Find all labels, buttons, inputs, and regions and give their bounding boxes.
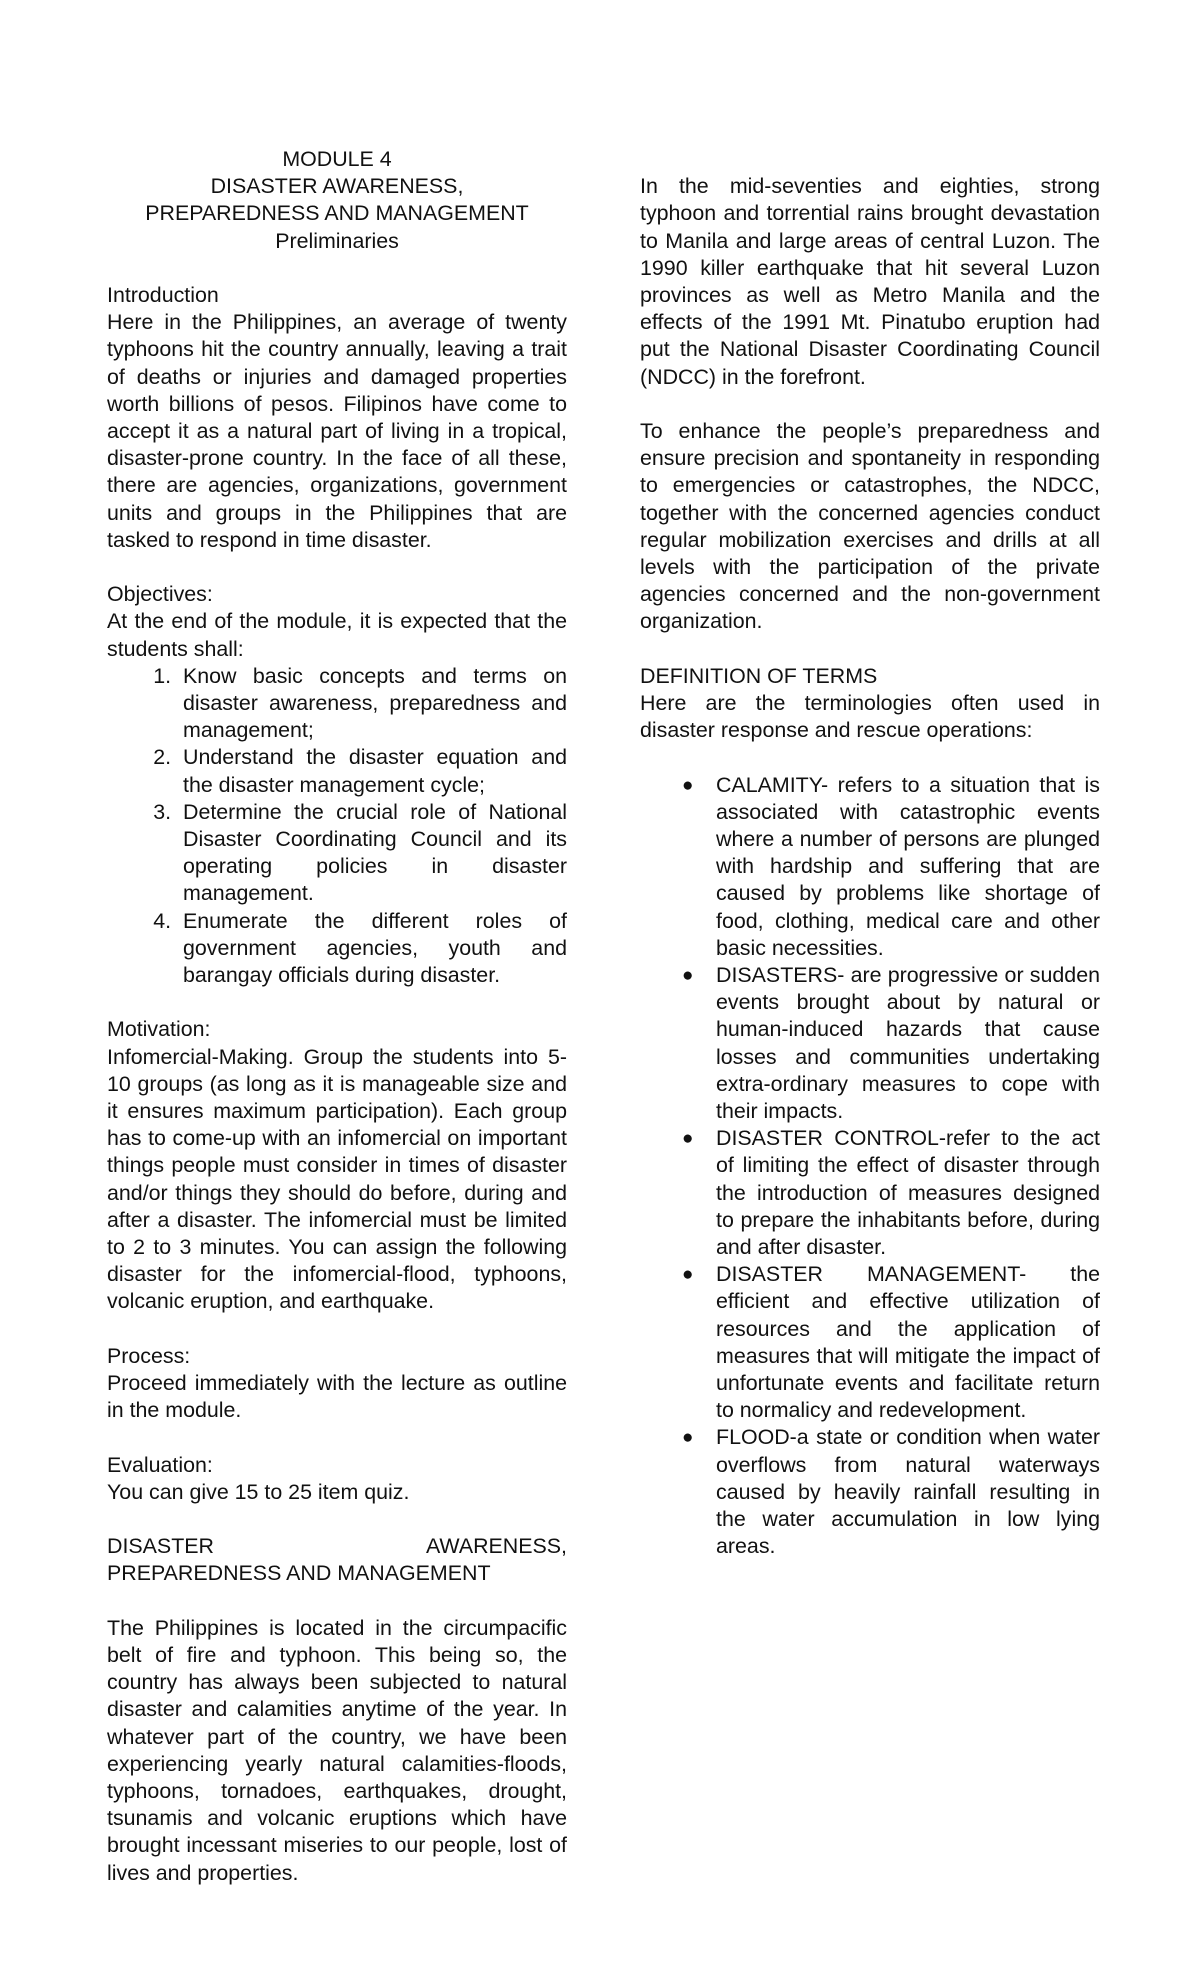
left-column [107,146,567,1887]
definition-item [682,962,1100,1125]
section-paragraph-2: In the mid-seventies and eighties, strong typhoon and torrential rains brought devastation to Manila and large areas of central Luzon. The 1990 killer earthquake that hit several Luzon provinces as well as Metro Manila and the effects of the 1991 Mt. Pinatubo eruption had put the National Disaster Coordinating Council (NDCC) in the forefront. [640,174,1100,389]
bullet-icon: ● [682,774,694,796]
evaluation-label: Evaluation: [107,1452,213,1477]
motivation-label: Motivation: [107,1017,211,1042]
definition-text: DISASTER MANAGEMENT- the efficient and effective utilization of resources and the application of measures that will mitigate the impact of unfortunate events and facilitate return to normalicy and redevelopment. [716,1262,1100,1423]
bullet-icon: ● [682,965,694,987]
motivation-text: Infomercial-Making. Group the students into 5-10 groups (as long as it is manageable size and it ensures maximum participation). Each group has to come-up with an infomercial on important things people must consider in times of disaster and/or things they should do before, during and after a disaster. The infomercial must be limited to 2 to 3 minutes. You can assign the following disaster for the infomercial-flood, typhoons, volcanic eruption, and earthquake. [107,1044,567,1314]
definition-item [682,772,1100,962]
section-paragraph-1: The Philippines is located in the circumpacific belt of fire and typhoon. This being so, the country has always been subjected to natural disaster and calamities anytime of the year. In whatever part of the country, we have been experiencing yearly natural calamities-floods, typhoons, tornadoes, earthquakes, drought, tsunamis and volcanic eruptions which have brought incessant miseries to our people, lost of lives and properties. [107,1615,567,1885]
evaluation-text: You can give 15 to 25 item quiz. [107,1479,410,1504]
section-paragraph-3: To enhance the people’s preparedness and ensure precision and spontaneity in responding to emergencies or catastrophes, the NDCC, together with the concerned agencies conduct regular mobilization exercises and drills at all levels with the participation of the private agencies concerned and the non-government organization. [640,419,1100,634]
definition-item [682,1424,1100,1560]
definition-text: DISASTER CONTROL-refer to the act of limiting the effect of disaster through the introduction of measures designed to prepare the inhabitants before, during and after disaster. [716,1126,1100,1260]
definitions-lead: Here are the terminologies often used in disaster response and rescue operations: [640,691,1100,743]
definition-text: FLOOD-a state or condition when water overflows from natural waterways caused by heavily rainfall resulting in the water accumulation in low lying areas. [716,1425,1100,1559]
definition-item [682,1261,1100,1424]
introduction-label: Introduction [107,283,219,307]
section-title-line1: DISASTER AWARENESS, [107,1534,567,1559]
objectives-list [107,663,567,989]
bullet-icon: ● [682,1427,694,1449]
introduction-text: Here in the Philippines, an average of twenty typhoons hit the country annually, leaving a trait of deaths or injuries and damaged properties worth billions of pesos. Filipinos have come to accept it as a natural part of living in a tropical, disaster-prone country. In the face of all these, there are agencies, organizations, government units and groups in the Philippines that are tasked to respond in time disaster. [107,310,567,552]
bullet-icon: ● [682,1128,694,1150]
process-text: Proceed immediately with the lecture as outline in the module. [107,1371,567,1423]
module-title-line2: PREPAREDNESS AND MANAGEMENT [145,201,529,226]
objective-item: 3. Determine the crucial role of National Disaster Coordinating Council and its operating policies in disaster management. [177,799,567,908]
definitions-list [640,772,1100,1561]
module-title-line1: DISASTER AWARENESS, [210,174,464,199]
objective-item: 2. Understand the disaster equation and the disaster management cycle; [177,744,567,798]
process-label: Process: [107,1343,191,1368]
objective-item: 1. Know basic concepts and terms on disaster awareness, preparedness and management; [177,663,567,745]
right-column [640,146,1100,1561]
definition-text: CALAMITY- refers to a situation that is associated with catastrophic events where a number of persons are plunged with hardship and suffering that are caused by problems like shortage of food, clothing, medical care and other basic necessities. [716,772,1100,960]
definitions-label: DEFINITION OF TERMS [640,663,878,688]
section-title-line2: PREPAREDNESS AND MANAGEMENT [107,1561,491,1586]
module-subtitle: Preliminaries [275,228,399,253]
objectives-lead: At the end of the module, it is expected that the students shall: [107,609,567,661]
objectives-label: Objectives: [107,582,213,607]
definition-item [682,1125,1100,1261]
definition-text: DISASTERS- are progressive or sudden events brought about by natural or human-induced hazards that cause losses and communities undertaking extra-ordinary measures to cope with their impacts. [716,963,1100,1124]
objective-item: 4. Enumerate the different roles of government agencies, youth and barangay officials during disaster. [177,908,567,990]
module-number: MODULE 4 [282,147,392,171]
bullet-icon: ● [682,1264,694,1286]
